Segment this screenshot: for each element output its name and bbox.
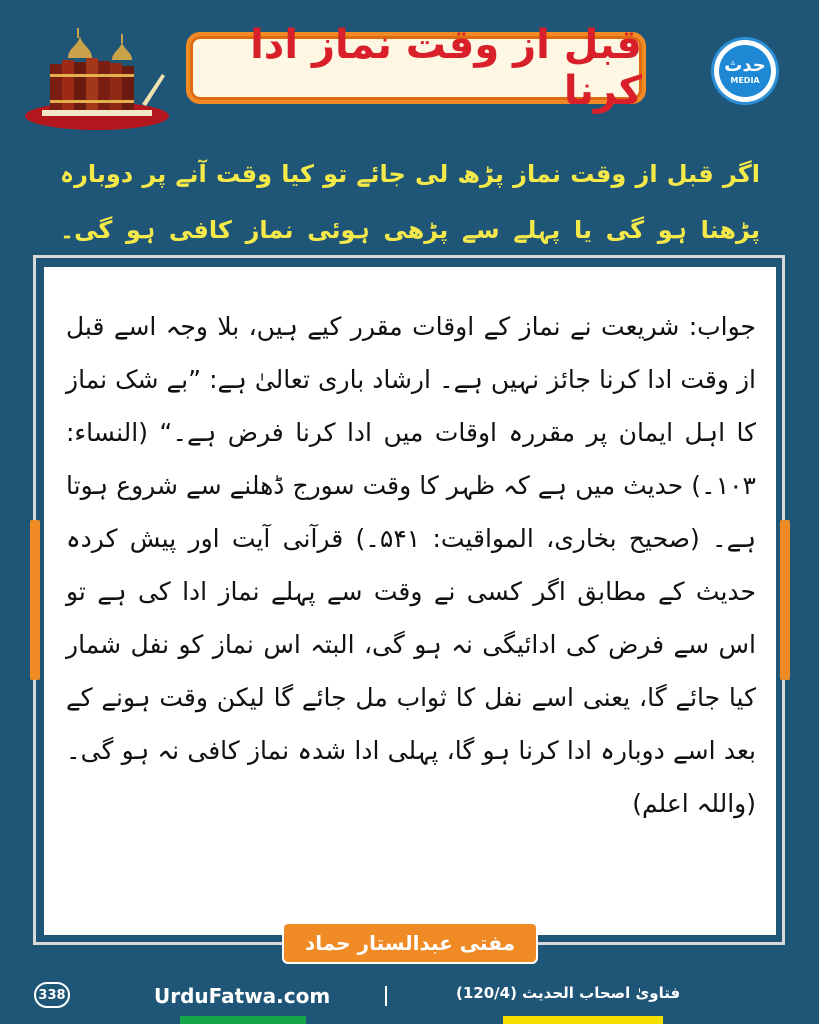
footer-divider [385, 986, 387, 1006]
books-logo [22, 24, 172, 134]
author-badge [282, 922, 538, 964]
side-tab-left [30, 520, 40, 680]
footer-bar-green [180, 1016, 306, 1024]
author-name: مفتی عبدالستار حماد [305, 931, 515, 955]
title-banner [186, 22, 646, 114]
question-text: اگر قبل از وقت نماز پڑھ لی جائے تو کیا وقت آنے پر دوبارہ پڑھنا ہو گی یا پہلے سے پڑھی ہوئی نماز کافی ہو گی۔ [60, 160, 760, 244]
side-tab-right [780, 520, 790, 680]
answer-text: جواب: شریعت نے نماز کے اوقات مقرر کیے ہیں، بلا وجہ اسے قبل از وقت ادا کرنا جائز نہیں ہے۔ ارشاد باری تعالیٰ ہے: ”بے شک نماز کا اہل ایمان پر مقررہ اوقات میں ادا کرنا فرض ہے۔“ (النساء: ۱۰۳۔) حدیث میں ہے کہ ظہر کا وقت سورج ڈھلنے سے شروع ہوتا ہے۔ (صحیح بخاری، المواقیت: ۵۴۱۔) قرآنی آیت اور پیش کردہ حدیث کے مطابق اگر کسی نے وقت سے پہلے نماز ادا کی ہے تو اس سے فرض کی ادائیگی نہ ہو گی، البتہ اس نماز کو نفل شمار کیا جائے گا، یعنی اسے نفل کا ثواب مل جائے گا لیکن وقت ہونے کے بعد اسے دوبارہ ادا کرنا ہو گا، پہلی ادا شدہ نماز کافی نہ ہو گی۔ (واللہ اعلم) [66, 312, 756, 818]
page-number: 338 [34, 982, 70, 1008]
media-logo-text: حدث [724, 55, 766, 76]
media-logo-inner [719, 45, 771, 97]
site-link[interactable]: UrduFatwa.com [154, 984, 331, 1008]
media-logo [714, 40, 776, 102]
book-reference: فتاویٰ اصحاب الحدیث (120/4) [456, 984, 681, 1002]
media-logo-small: MEDIA [730, 76, 760, 85]
footer-bar-yellow [503, 1016, 663, 1024]
page-title: قبل از وقت نماز ادا کرنا [250, 22, 642, 114]
